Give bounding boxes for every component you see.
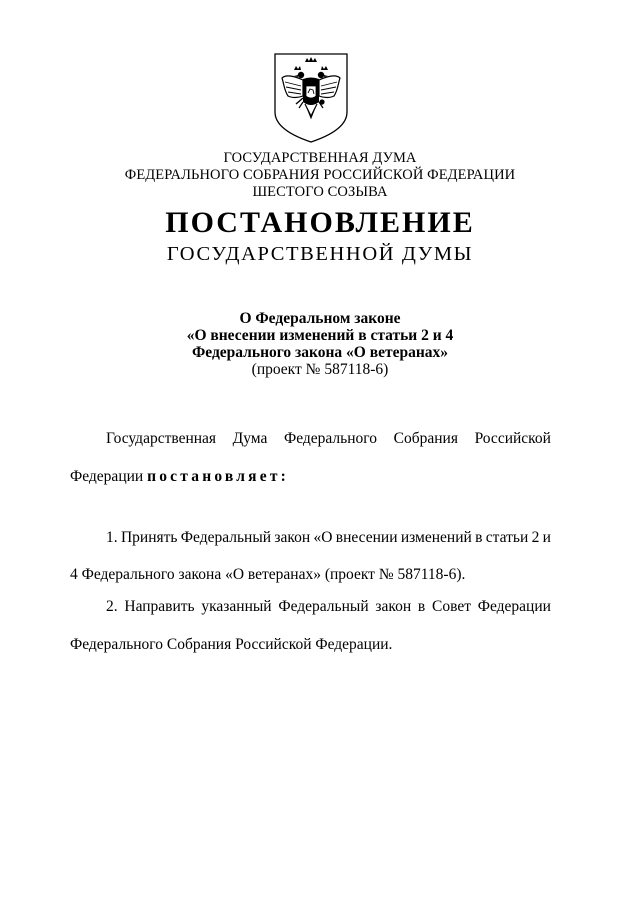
item-word: «О bbox=[313, 529, 333, 546]
item-word: 1. bbox=[106, 529, 118, 546]
preamble-word: Собрания bbox=[393, 430, 458, 447]
preamble-word: Дума bbox=[232, 430, 268, 447]
preamble-word: Федерального bbox=[283, 430, 378, 447]
preamble-word: Государственная bbox=[106, 430, 217, 447]
law-project-number: (проект № 587118-6) bbox=[251, 361, 389, 378]
item-word: закон bbox=[274, 529, 311, 546]
document-subtitle: ГОСУДАРСТВЕННОЙ ДУМЫ bbox=[166, 243, 474, 265]
law-title-line-2: «О внесении изменений в статьи 2 и 4 bbox=[186, 327, 454, 344]
item-1-line-1 bbox=[106, 528, 551, 548]
item-2-line-1 bbox=[106, 597, 551, 617]
item-word: Федеральный bbox=[278, 598, 369, 615]
item-word: и bbox=[542, 529, 551, 546]
item-word: указанный bbox=[201, 598, 272, 615]
item-word: внесении bbox=[335, 529, 398, 546]
item-word: Направить bbox=[124, 598, 195, 615]
item-word: Федеральный bbox=[180, 529, 272, 546]
item-word: Совет bbox=[432, 598, 471, 615]
document-title: ПОСТАНОВЛЕНИЕ bbox=[165, 206, 475, 239]
coat-of-arms-of-russia-icon bbox=[272, 52, 350, 144]
preamble-text: Федерации bbox=[70, 468, 148, 485]
item-word: Федерации bbox=[477, 598, 551, 615]
item-word: закон bbox=[375, 598, 412, 615]
item-word: в bbox=[475, 529, 483, 546]
law-title-line-3: Федерального закона «О ветеранах» bbox=[191, 344, 449, 361]
header-line-federal-assembly: ФЕДЕРАЛЬНОГО СОБРАНИЯ РОССИЙСКОЙ ФЕДЕРАЦИИ bbox=[124, 167, 516, 183]
header-line-duma: ГОСУДАРСТВЕННАЯ ДУМА bbox=[223, 150, 417, 166]
law-title-line-1: О Федеральном законе bbox=[239, 310, 401, 327]
item-word: изменений bbox=[400, 529, 472, 546]
item-word: в bbox=[417, 598, 426, 615]
item-1-line-2: 4 Федерального закона «О ветеранах» (проект № 587118-6). bbox=[70, 566, 466, 583]
resolves-word: постановляет: bbox=[147, 468, 289, 485]
preamble-line-1 bbox=[106, 429, 551, 449]
header-line-convocation: ШЕСТОГО СОЗЫВА bbox=[252, 184, 388, 200]
preamble-word: Российской bbox=[474, 430, 551, 447]
item-word: статьи bbox=[485, 529, 529, 546]
item-word: 2 bbox=[531, 529, 540, 546]
preamble-line-2 bbox=[70, 467, 551, 487]
item-word: Принять bbox=[120, 529, 178, 546]
item-word: 2. bbox=[106, 598, 118, 615]
item-2-line-2: Федерального Собрания Российской Федерации. bbox=[70, 636, 393, 653]
